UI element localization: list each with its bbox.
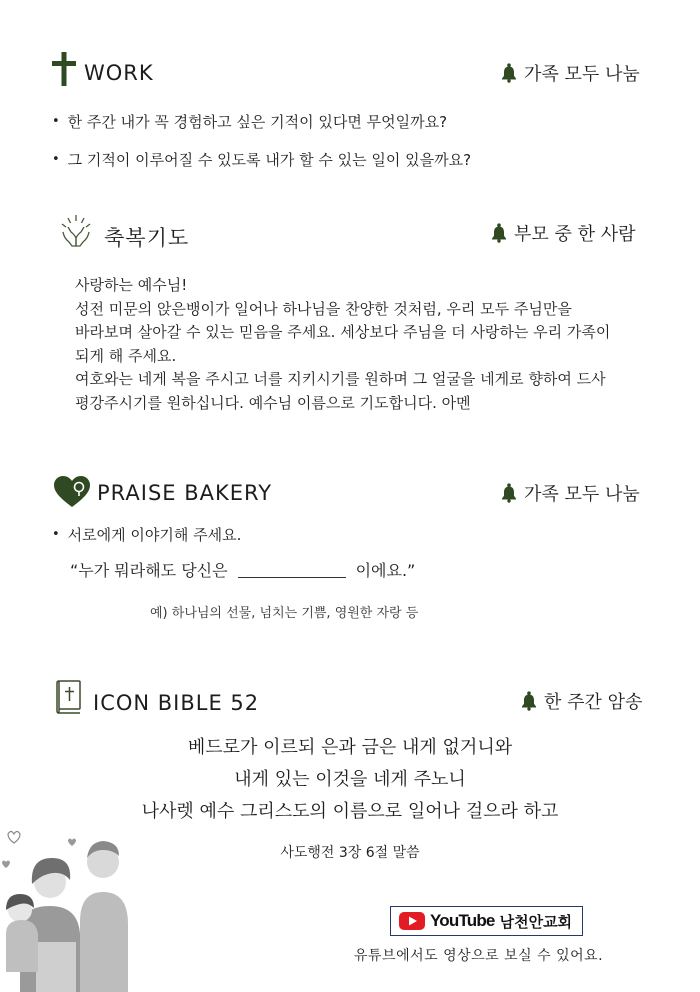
work-section: [0, 0, 700, 180]
praise-example: 예) 하나님의 선물, 넘치는 기쁨, 영원한 자랑 등: [150, 606, 419, 621]
work-tag: [500, 60, 640, 86]
work-title: WORK: [84, 61, 154, 85]
fill-in-blank: [238, 577, 346, 578]
praise-quote: [70, 558, 415, 581]
prayer-line: 사랑하는 예수님!: [75, 276, 188, 294]
prayer-line: 되게 해 주세요.: [75, 346, 177, 365]
praise-quote-before: “누가 뭐라해도 당신은: [70, 561, 228, 580]
bullet-dot: •: [52, 152, 60, 167]
heart-icon: [54, 476, 90, 508]
praise-section: [0, 460, 700, 640]
bell-icon: [500, 63, 518, 83]
blessing-tag: [490, 220, 636, 246]
bible-tag: [520, 688, 642, 714]
verse-line: 내게 있는 이것을 네게 주노니: [234, 769, 466, 790]
praying-hands-icon: [58, 214, 94, 250]
bell-icon: [520, 691, 538, 711]
work-question-2: [52, 149, 471, 170]
youtube-wordmark: YouTube: [430, 911, 495, 930]
praise-instruction-text: 서로에게 이야기해 주세요.: [67, 526, 242, 544]
work-question-1-text: 한 주간 내가 꼭 경험하고 싶은 기적이 있다면 무엇일까요?: [67, 113, 448, 131]
verse-line: 베드로가 이르되 은과 금은 내게 없거니와: [187, 737, 513, 758]
verse-line: 나사렛 예수 그리스도의 이름으로 일어나 걸으라 하고: [141, 801, 559, 822]
bell-icon: [490, 223, 508, 243]
bullet-dot: •: [52, 527, 60, 542]
prayer-line: 여호와는 네게 복을 주시고 너를 지키시기를 원하며 그 얼굴을 네게로 향하여 드사: [75, 370, 606, 388]
prayer-line: 바라보며 살아갈 수 있는 믿음을 주세요. 세상보다 주님을 더 사랑하는 우리 가족이: [75, 323, 611, 341]
church-name: 남천안교회: [499, 912, 573, 931]
family-illustration: [0, 822, 150, 992]
bible-title: ICON BIBLE 52: [93, 691, 260, 715]
work-question-1: [52, 111, 447, 132]
praise-quote-after: 이에요.”: [355, 561, 416, 580]
bible-verse: [0, 732, 700, 828]
work-question-2-text: 그 기적이 이루어질 수 있도록 내가 할 수 있는 일이 있을까요?: [67, 151, 472, 169]
cross-icon: [52, 52, 76, 86]
prayer-line: 평강주시기를 원하십니다. 예수님 이름으로 기도합니다. 아멘: [75, 393, 471, 412]
praise-instruction: [52, 524, 241, 545]
bullet-dot: •: [52, 114, 60, 129]
youtube-badge[interactable]: [390, 906, 583, 936]
verse-reference: 사도행전 3장 6절 말씀: [280, 845, 420, 861]
youtube-play-icon: [399, 912, 425, 930]
blessing-prayer: [75, 274, 655, 415]
work-tag-label: 가족 모두 나눔: [524, 64, 640, 85]
bell-icon: [500, 483, 518, 503]
blessing-title: 축복기도: [104, 226, 190, 250]
footer-caption: 유튜브에서도 영상으로 보실 수 있어요.: [354, 948, 604, 964]
prayer-line: 성전 미문의 앉은뱅이가 일어나 하나님을 찬양한 것처럼, 우리 모두 주님만을: [75, 299, 572, 318]
praise-title: PRAISE BAKERY: [97, 481, 273, 505]
bible-tag-label: 한 주간 암송: [544, 692, 643, 713]
blessing-section: [0, 200, 700, 440]
blessing-tag-label: 부모 중 한 사람: [514, 224, 636, 245]
praise-tag-label: 가족 모두 나눔: [524, 484, 640, 505]
praise-tag: [500, 480, 640, 506]
bible-icon: [56, 680, 82, 716]
